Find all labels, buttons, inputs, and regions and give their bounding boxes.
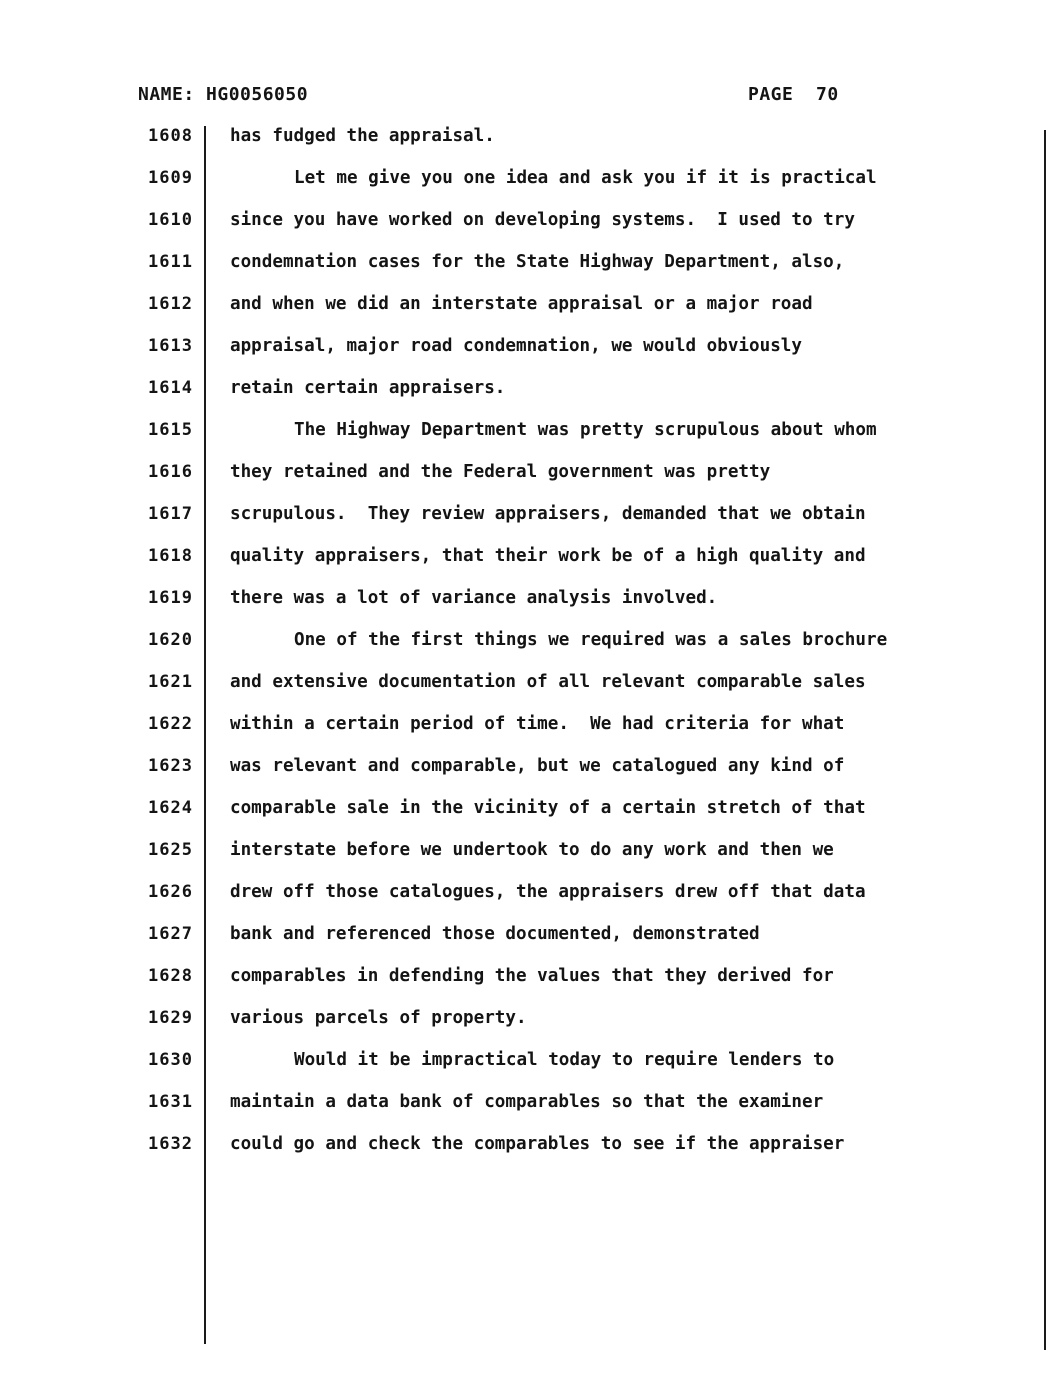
line-text: they retained and the Federal government was pretty [230, 462, 771, 482]
transcript-line [0, 966, 1064, 1008]
transcript-line [0, 378, 1064, 420]
page-label: PAGE [748, 84, 794, 105]
line-number: 1627 [148, 924, 193, 944]
transcript-line [0, 336, 1064, 378]
line-number: 1629 [148, 1008, 193, 1028]
line-number: 1619 [148, 588, 193, 608]
line-number: 1617 [148, 504, 193, 524]
line-number: 1615 [148, 420, 193, 440]
transcript-line [0, 756, 1064, 798]
line-text: One of the first things we required was a sales brochure [294, 630, 888, 650]
line-number: 1632 [148, 1134, 193, 1154]
line-number: 1613 [148, 336, 193, 356]
line-number: 1631 [148, 1092, 193, 1112]
line-number: 1623 [148, 756, 193, 776]
line-text: appraisal, major road condemnation, we would obviously [230, 336, 802, 356]
line-number: 1616 [148, 462, 193, 482]
name-label: NAME: [138, 84, 195, 105]
line-text: and extensive documentation of all relevant comparable sales [230, 672, 866, 692]
line-text: and when we did an interstate appraisal or a major road [230, 294, 813, 314]
transcript-line [0, 672, 1064, 714]
line-number: 1610 [148, 210, 193, 230]
transcript-line [0, 1008, 1064, 1050]
line-text: comparable sale in the vicinity of a certain stretch of that [230, 798, 866, 818]
transcript-line [0, 1092, 1064, 1134]
line-number: 1609 [148, 168, 193, 188]
line-text: maintain a data bank of comparables so that the examiner [230, 1092, 824, 1112]
line-text: could go and check the comparables to see if the appraiser [230, 1134, 845, 1154]
line-text: Would it be impractical today to require lenders to [294, 1050, 835, 1070]
page-number: 70 [816, 84, 839, 105]
line-text: The Highway Department was pretty scrupulous about whom [294, 420, 877, 440]
line-text: quality appraisers, that their work be of a high quality and [230, 546, 866, 566]
transcript-line [0, 252, 1064, 294]
line-number: 1621 [148, 672, 193, 692]
line-number: 1625 [148, 840, 193, 860]
line-number: 1630 [148, 1050, 193, 1070]
line-text: various parcels of property. [230, 1008, 527, 1028]
line-text: interstate before we undertook to do any work and then we [230, 840, 834, 860]
transcript-line [0, 210, 1064, 252]
transcript-line [0, 798, 1064, 840]
transcript-line [0, 1050, 1064, 1092]
transcript-line [0, 714, 1064, 756]
header-name [138, 84, 308, 105]
line-text: there was a lot of variance analysis involved. [230, 588, 718, 608]
line-number: 1612 [148, 294, 193, 314]
transcript-line [0, 546, 1064, 588]
name-value: HG0056050 [206, 84, 309, 105]
line-text: within a certain period of time. We had criteria for what [230, 714, 845, 734]
transcript-line [0, 630, 1064, 672]
transcript-line [0, 840, 1064, 882]
transcript-line [0, 1134, 1064, 1176]
line-number: 1628 [148, 966, 193, 986]
transcript-line [0, 882, 1064, 924]
line-number: 1618 [148, 546, 193, 566]
transcript-line [0, 504, 1064, 546]
transcript-line [0, 294, 1064, 336]
line-text: drew off those catalogues, the appraisers drew off that data [230, 882, 866, 902]
line-number: 1608 [148, 126, 193, 146]
line-number: 1622 [148, 714, 193, 734]
line-text: Let me give you one idea and ask you if it is practical [294, 168, 877, 188]
transcript-line [0, 168, 1064, 210]
line-text: scrupulous. They review appraisers, demanded that we obtain [230, 504, 866, 524]
transcript-line [0, 924, 1064, 966]
transcript-line [0, 588, 1064, 630]
transcript-line [0, 420, 1064, 462]
line-number: 1614 [148, 378, 193, 398]
line-text: condemnation cases for the State Highway Department, also, [230, 252, 845, 272]
line-number: 1626 [148, 882, 193, 902]
transcript-line [0, 462, 1064, 504]
line-number: 1611 [148, 252, 193, 272]
line-text: comparables in defending the values that they derived for [230, 966, 834, 986]
line-number: 1624 [148, 798, 193, 818]
line-text: since you have worked on developing systems. I used to try [230, 210, 855, 230]
line-text: was relevant and comparable, but we catalogued any kind of [230, 756, 845, 776]
line-text: retain certain appraisers. [230, 378, 506, 398]
line-text: bank and referenced those documented, demonstrated [230, 924, 760, 944]
header-page [748, 84, 839, 105]
line-number: 1620 [148, 630, 193, 650]
transcript-line [0, 126, 1064, 168]
line-text: has fudged the appraisal. [230, 126, 495, 146]
